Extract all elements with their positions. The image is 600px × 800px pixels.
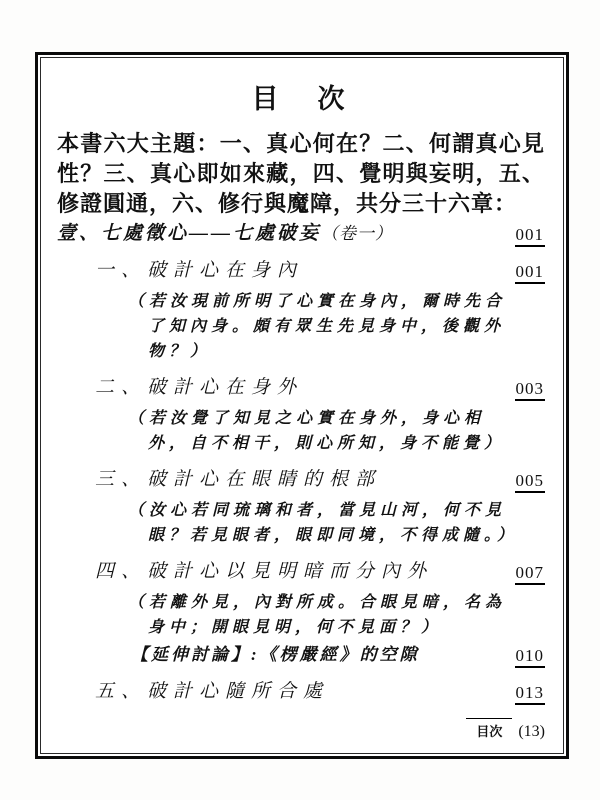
toc-note-line: 物？） — [148, 343, 212, 360]
toc-entry-label: 【延伸討論】:《楞嚴經》的空隙 — [131, 645, 420, 664]
intro-paragraph: 本書六大主題：一、真心何在？二、何謂真心見性？三、真心即如來藏，四、覺明與妄明，五、修證圓通，六、修行與魔障，共分三十六章： — [57, 131, 545, 216]
toc-note-line: （若汝現前所明了心實在身內，爾時先合 — [128, 293, 507, 310]
toc-entry-text — [95, 467, 381, 493]
toc-entry-text — [95, 375, 303, 401]
toc-entry-chapter — [57, 559, 545, 585]
page-border-inner — [40, 57, 564, 754]
toc-entry-chapter — [57, 467, 545, 493]
toc-entry-text — [95, 258, 303, 284]
toc-entry-page-number: 001 — [515, 225, 546, 247]
toc-entry-label: 五、破計心隨所合處 — [95, 681, 330, 702]
toc-entry-text — [57, 221, 393, 247]
toc-entry-discussion — [57, 642, 545, 668]
toc-entry-chapter — [57, 679, 545, 705]
toc-entry-page-number: 005 — [515, 471, 546, 493]
toc-entry-volume-suffix: （卷一） — [321, 224, 394, 243]
toc-entry-label: 三、破計心在眼睛的根部 — [95, 469, 382, 490]
footer-page-number: (13) — [518, 723, 545, 740]
toc-entry-label: 二、破計心在身外 — [95, 377, 304, 398]
toc-note — [57, 590, 545, 640]
toc-entry-page-number: 007 — [515, 563, 546, 585]
toc-entry-text — [95, 679, 329, 705]
toc-note-line: 眼？若見眼者，眼即同境，不得成隨。） — [148, 527, 519, 544]
toc-entry-text — [95, 559, 433, 585]
toc-entry-text — [131, 642, 420, 668]
toc-entry-label: 四、破計心以見明暗而分內外 — [95, 561, 434, 582]
toc-entry-page-number: 003 — [515, 379, 546, 401]
page-title: 目 次 — [251, 84, 351, 114]
toc-note-line: （汝心若同琉璃和者，當見山河，何不見 — [128, 502, 507, 519]
toc-note — [57, 289, 545, 364]
toc-entry-page-number: 010 — [515, 646, 546, 668]
toc-entry-part — [57, 221, 545, 247]
toc-entry-label: 一、破計心在身內 — [95, 260, 304, 281]
toc-note-line: 身中；開眼見明，何不見面？） — [148, 619, 443, 636]
toc-note — [57, 498, 545, 548]
toc-entry-page-number: 013 — [515, 683, 546, 705]
toc-note-line: （若離外見，內對所成。合眼見暗，名為 — [128, 594, 507, 611]
toc-entry-chapter — [57, 258, 545, 284]
toc-note — [57, 406, 545, 456]
toc-entry-page-number: 001 — [515, 262, 546, 284]
footer-section-label: 目次 — [466, 718, 512, 740]
page-border-frame — [35, 52, 569, 759]
toc-entry-chapter — [57, 375, 545, 401]
toc-list — [57, 221, 545, 705]
toc-note-line: （若汝覺了知見之心實在身外，身心相 — [128, 410, 486, 427]
toc-note-line: 外，自不相干，則心所知，身不能覺） — [148, 435, 506, 452]
page-footer — [466, 718, 545, 741]
toc-note-line: 了知內身。頗有眾生先見身中，後觀外 — [148, 318, 506, 335]
toc-entry-label: 壹、七處徵心——七處破妄 — [57, 223, 322, 244]
